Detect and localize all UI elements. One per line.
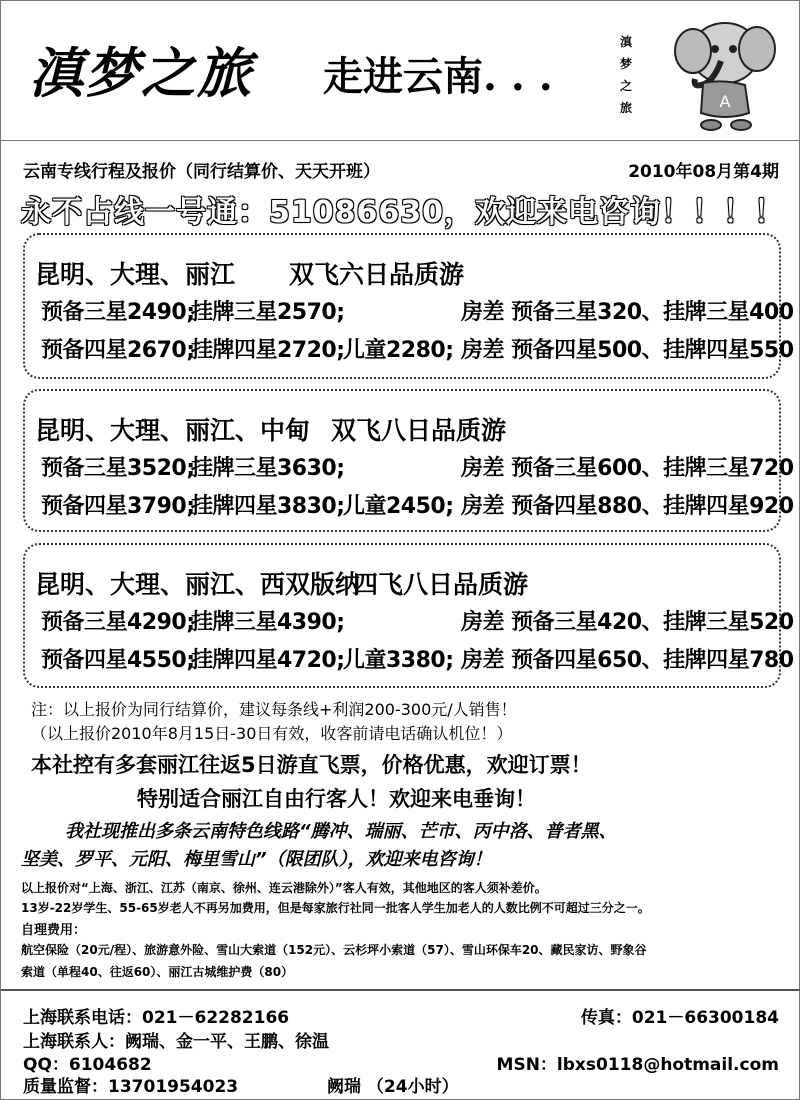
price-child: 儿童3380; [343, 648, 454, 673]
tour-route: 昆明、大理、丽江、中甸 [35, 416, 311, 445]
price-list-subtitle: 云南专线行程及报价（同行结算价、天天开班） [23, 162, 380, 182]
tour-card [23, 543, 794, 688]
price-listed-4star: 挂牌四星2720; [191, 338, 345, 363]
contact-footer [1, 989, 800, 1100]
price-listed-4star: 挂牌四星3830; [191, 494, 345, 519]
room-diff-4star: 房差 预备四星880、挂牌四星920 [461, 494, 794, 519]
price-standard-3star: 预备三星3520; [41, 456, 195, 481]
price-standard-4star: 预备四星4550; [41, 648, 195, 673]
svg-text:A: A [719, 92, 731, 111]
contact-phone: 上海联系电话：021－62282166 [23, 1008, 290, 1028]
special-routes-line-2: 坚美、罗平、元阳、梅里雪山”（限团队），欢迎来电咨询！ [21, 849, 492, 870]
self-paid-items-1: 航空保险（20元/程）、旅游意外险、雪山大索道（152元）、云杉坪小索道（57）、雪山环保车20、藏民家访、野象谷 [21, 943, 647, 957]
price-standard-3star: 预备三星4290; [41, 610, 195, 635]
contact-persons: 上海联系人：阙瑞、金一平、王鹏、徐温 [23, 1032, 329, 1052]
tour-card [23, 389, 794, 532]
price-listed-3star: 挂牌三星2570; [191, 300, 345, 325]
room-diff-4star: 房差 预备四星650、挂牌四星780 [461, 648, 794, 673]
header [1, 1, 800, 141]
room-diff-3star: 房差 预备三星600、挂牌三星720 [461, 456, 794, 481]
price-standard-3star: 预备三星2490; [41, 300, 195, 325]
price-child: 儿童2280; [343, 338, 454, 363]
price-standard-4star: 预备四星2670; [41, 338, 195, 363]
issue-label: 2010年08月第4期 [628, 162, 779, 182]
contact-msn: MSN：lbxs0118@hotmail.com [496, 1055, 779, 1075]
price-standard-4star: 预备四星3790; [41, 494, 195, 519]
self-paid-items-2: 索道（单程40、往返60）、丽江古城维护费（80） [21, 965, 294, 979]
supervisor-name: 阙瑞 （24小时） [327, 1077, 459, 1097]
free-travel-note: 特别适合丽江自由行客人！欢迎来电垂询！ [137, 787, 536, 811]
brand-title: 滇梦之旅 [29, 41, 253, 105]
quality-supervision: 质量监督：13701954023 [23, 1077, 239, 1097]
hotline: 永不占线一号通：51086630，欢迎来电咨询！！！！ [21, 195, 785, 230]
room-diff-3star: 房差 预备三星420、挂牌三星520 [461, 610, 794, 635]
price-child: 儿童2450; [343, 494, 454, 519]
special-routes-line-1: 我社现推出多条云南特色线路“腾冲、瑞丽、芒市、丙中洛、普者黑、 [65, 821, 617, 842]
price-listed-3star: 挂牌三星4390; [191, 610, 345, 635]
vertical-brand-text: 滇梦之旅 [619, 35, 632, 115]
age-note: 13岁-22岁学生、55-65岁老人不再另加费用，但是每家旅行社同一批客人学生加老人的人数比例不可超过三分之一。 [21, 901, 650, 915]
region-note: 以上报价对“上海、浙江、江苏（南京、徐州、连云港除外）”客人有效，其他地区的客人须补差价。 [21, 881, 547, 895]
tour-duration: 双飞六日品质游 [289, 260, 465, 289]
slogan: 走进云南. . . [323, 53, 553, 100]
tour-route: 昆明、大理、丽江 [35, 260, 236, 289]
tour-card [23, 233, 794, 379]
tour-duration: 双飞八日品质游 [331, 416, 507, 445]
contact-qq: QQ：6104682 [23, 1055, 152, 1075]
room-diff-3star: 房差 预备三星320、挂牌三星400 [461, 300, 794, 325]
pricing-note: 注：以上报价为同行结算价，建议每条线+利润200-300元/人销售！ [31, 700, 517, 719]
price-listed-3star: 挂牌三星3630; [191, 456, 345, 481]
flight-ticket-offer: 本社控有多套丽江往返5日游直飞票，价格优惠，欢迎订票！ [31, 753, 592, 777]
tour-duration: 四飞八日品质游 [353, 570, 529, 599]
room-diff-4star: 房差 预备四星500、挂牌四星550 [461, 338, 794, 363]
elephant-mascot-icon [663, 13, 781, 133]
tour-route: 昆明、大理、丽江、西双版纳 [35, 570, 361, 599]
self-paid-heading: 自理费用： [21, 923, 87, 938]
price-listed-4star: 挂牌四星4720; [191, 648, 345, 673]
contact-fax: 传真：021－66300184 [580, 1008, 779, 1028]
validity-note: （以上报价2010年8月15日-30日有效，收客前请电话确认机位！） [31, 724, 513, 743]
